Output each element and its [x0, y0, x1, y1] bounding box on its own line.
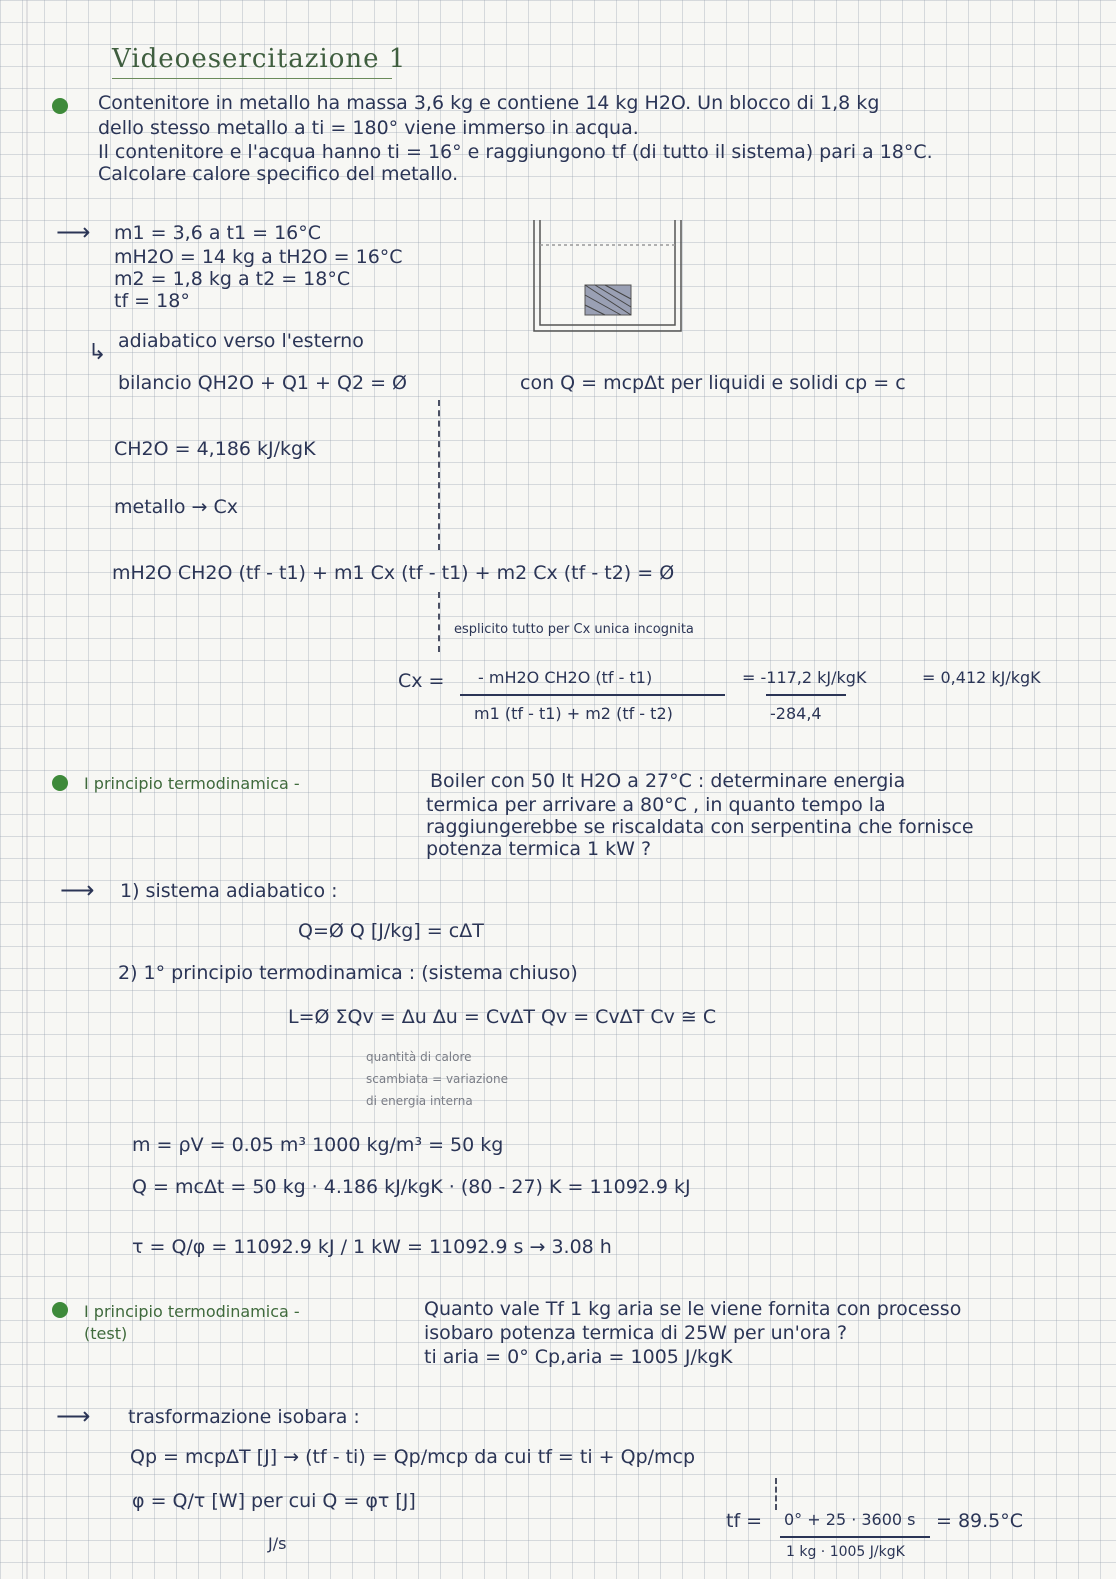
dashed-divider-3 [775, 1478, 777, 1510]
green-bullet-icon [52, 98, 68, 114]
margin-line [26, 0, 28, 1579]
ex1-line-4: Calcolare calore specifico del metallo. [98, 163, 459, 185]
ex1-cx-label: Cx = [398, 670, 445, 692]
ex3-text-2: isobaro potenza termica di 25W per un'ora ? [424, 1322, 848, 1344]
ex3-phi-eq: φ = Q/τ [W] per cui Q = φτ [J] [132, 1490, 416, 1512]
curved-arrow-icon: ↳ [88, 340, 107, 365]
green-bullet-icon [52, 1302, 68, 1318]
container-sketch [530, 215, 685, 333]
ex1-explicit-note: esplicito tutto per Cx unica incognita [454, 622, 694, 637]
ex3-qp-eq: Qp = mcpΔT [J] → (tf - ti) = Qp/mcp da cui tf = ti + Qp/mcp [130, 1446, 696, 1468]
ex1-line-2: dello stesso metallo a ti = 180° viene immerso in acqua. [98, 117, 639, 139]
ex2-q-eq: Q = mcΔt = 50 kg · 4.186 kJ/kgK · (80 - 27) K = 11092.9 kJ [132, 1176, 691, 1198]
ex1-cx-mid-den: -284,4 [770, 704, 822, 723]
ex2-text-4: potenza termica 1 kW ? [426, 838, 652, 860]
ex3-transform: trasformazione isobara : [128, 1406, 360, 1428]
fraction-line [766, 694, 846, 696]
right-arrow-icon: ⟶ [56, 218, 91, 246]
ex3-tf-denominator: 1 kg · 1005 J/kgK [786, 1544, 905, 1560]
gray-note-2: scambiata = variazione [366, 1072, 508, 1086]
ex1-balance-note: con Q = mcpΔt per liquidi e solidi cp = c [520, 372, 906, 394]
gray-note-3: di energia interna [366, 1094, 473, 1108]
ex3-text-3: ti aria = 0° Cp,aria = 1005 J/kgK [424, 1346, 733, 1368]
ex1-cx-numerator: - mH2O CH2O (tf - t1) [478, 668, 653, 687]
ex2-text-2: termica per arrivare a 80°C , in quanto tempo la [426, 794, 886, 816]
right-arrow-icon: ⟶ [60, 876, 95, 904]
ex2-step2: 2) 1° principio termodinamica : (sistema chiuso) [118, 962, 578, 984]
ex1-cx-result: = 0,412 kJ/kgK [922, 668, 1041, 687]
ex3-tf-result: = 89.5°C [936, 1510, 1024, 1532]
ex1-balance: bilancio QH2O + Q1 + Q2 = Ø [118, 372, 408, 394]
ex1-data-4: tf = 18° [114, 290, 190, 312]
ex3-heading-test: (test) [84, 1324, 128, 1343]
dashed-divider-2 [438, 592, 440, 652]
ex1-line-1: Contenitore in metallo ha massa 3,6 kg e contiene 14 kg H2O. Un blocco di 1,8 kg [98, 92, 880, 114]
ex3-tf-numerator: 0° + 25 · 3600 s [784, 1510, 916, 1529]
ex2-text-3: raggiungerebbe se riscaldata con serpentina che fornisce [426, 816, 974, 838]
gray-note-1: quantità di calore [366, 1050, 472, 1064]
page-title: Videoesercitazione 1 [112, 44, 407, 74]
ex3-js: J/s [268, 1534, 287, 1553]
ex2-text-1: Boiler con 50 lt H2O a 27°C : determinare energia [430, 770, 906, 792]
ex1-equation: mH2O CH2O (tf - t1) + m1 Cx (tf - t1) + m2 Cx (tf - t2) = Ø [112, 562, 675, 584]
fraction-line [780, 1536, 930, 1538]
ex3-heading: I principio termodinamica - [84, 1302, 300, 1321]
ex3-text-1: Quanto vale Tf 1 kg aria se le viene fornita con processo [424, 1298, 962, 1320]
fraction-line [460, 694, 725, 696]
ex1-data-1: m1 = 3,6 a t1 = 16°C [114, 222, 322, 244]
ex1-adiabatic: adiabatico verso l'esterno [118, 330, 364, 352]
ex2-step1-eq: Q=Ø Q [J/kg] = cΔT [298, 920, 484, 942]
ex2-time-eq: τ = Q/φ = 11092.9 kJ / 1 kW = 11092.9 s → 3.08 h [132, 1236, 612, 1258]
ex2-mass-eq: m = ρV = 0.05 m³ 1000 kg/m³ = 50 kg [132, 1134, 504, 1156]
ex2-heading: I principio termodinamica - [84, 774, 300, 793]
ex3-tf-label: tf = [726, 1510, 763, 1532]
ex1-cx-mid: = -117,2 kJ/kgK [742, 668, 867, 687]
dashed-divider [438, 400, 440, 550]
ex2-step2-eq: L=Ø ΣQv = Δu Δu = CvΔT Qv = CvΔT Cv ≅ C [288, 1006, 717, 1028]
ex1-metal: metallo → Cx [114, 496, 238, 518]
ex1-data-3: m2 = 1,8 kg a t2 = 18°C [114, 268, 351, 290]
ex1-data-2: mH2O = 14 kg a tH2O = 16°C [114, 246, 403, 268]
right-arrow-icon: ⟶ [56, 1402, 91, 1430]
title-underline [112, 78, 392, 79]
ex1-cx-denominator: m1 (tf - t1) + m2 (tf - t2) [474, 704, 673, 723]
green-bullet-icon [52, 775, 68, 791]
ex2-step1: 1) sistema adiabatico : [120, 880, 338, 902]
ex1-c-h2o: CH2O = 4,186 kJ/kgK [114, 438, 316, 460]
ex1-line-3: Il contenitore e l'acqua hanno ti = 16° e raggiungono tf (di tutto il sistema) pari a 18°C. [98, 141, 933, 163]
